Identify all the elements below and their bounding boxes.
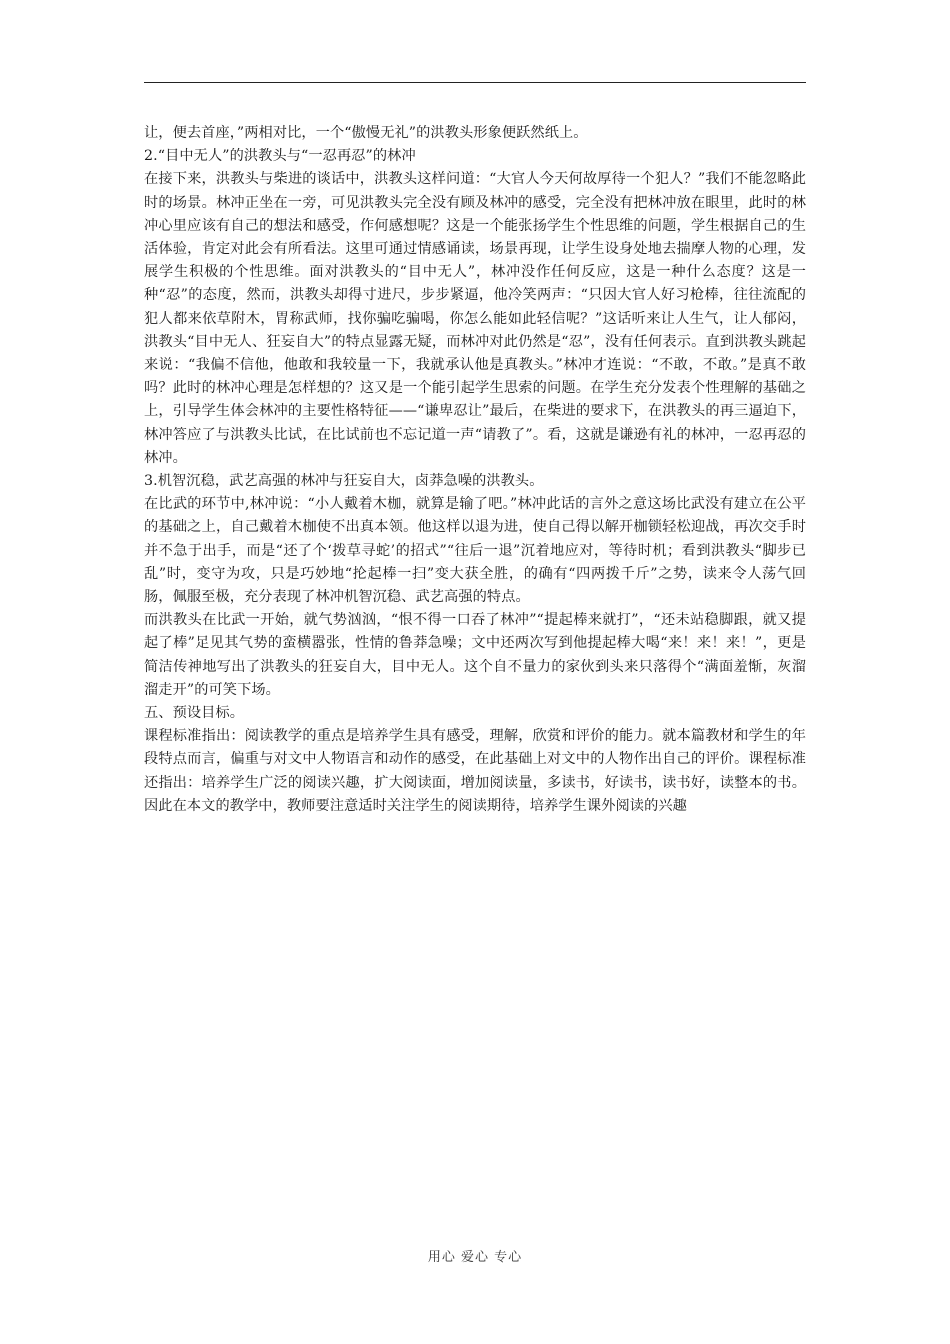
paragraph-curriculum-goals: 课程标准指出：阅读教学的重点是培养学生具有感受，理解，欣赏和评价的能力。就本篇教材和学生的年段特点而言，偏重与对文中人物语言和动作的感受，在此基础上对文中的人物作出自己的评价。课程标准还指出：培养学生广泛的阅读兴趣，扩大阅读面，增加阅读量，多读书，好读书，读书好，读整本的书。因此在本文的教学中，教师要注意适时关注学生的阅读期待，培养学生课外阅读的兴趣 [144,728,806,814]
body-text [144,122,806,818]
paragraph-hong-lin-dialogue: 在接下来，洪教头与柴进的谈话中，洪教头这样问道：“大官人今天何故厚待一个犯人？”我们不能忽略此时的场景。林冲正坐在一旁，可见洪教头完全没有顾及林冲的感受，完全没有把林冲放在眼里，此时的林冲心里应该有自己的想法和感受，作何感想呢？这是一个能张扬学生个性思维的问题，学生根据自己的生活体验，肯定对此会有所看法。这里可通过情感诵读，场景再现，让学生设身处地去揣摩人物的心理，发展学生积极的个性思维。面对洪教头的“目中无人”，林冲没作任何反应，这是一种什么态度？这是一种“忍”的态度，然而，洪教头却得寸进尺，步步紧逼，他冷笑两声：“只因大官人好习枪棒，往往流配的犯人都来依草附木，胃称武师，找你骗吃骗喝，你怎么能如此轻信呢？”这话听来让人生气，让人郁闷，洪教头“目中无人、狂妄自大”的特点显露无疑，而林冲对此仍然是“忍”，没有任何表示。直到洪教头跳起来说：“我偏不信他，他敢和我较量一下，我就承认他是真教头。”林冲才连说：“不敢，不敢。”是真不敢吗？此时的林冲心理是怎样想的？这又是一个能引起学生思索的问题。在学生充分发表个性理解的基础之上，引导学生体会林冲的主要性格特征——“谦卑忍让”最后，在柴进的要求下，在洪教头的再三逼迫下，林冲答应了与洪教头比试，在比试前也不忘记道一声“请教了”。看，这就是谦逊有礼的林冲，一忍再忍的林冲。 [144,171,806,466]
paragraph-continuation: 让，便去首座，”两相对比，一个“傲慢无礼”的洪教头形象便跃然纸上。 [144,125,588,141]
paragraph-lin-chong-contest: 在比武的环节中,林冲说：“小人戴着木枷，就算是输了吧。”林冲此话的言外之意这场比武没有建立在公平的基础之上，自己戴着木枷使不出真本领。他这样以退为进，使自己得以解开枷锁轻松迎战，再次交手时并不急于出手，而是“还了个‘拨草寻蛇’的招式”“往后一退”沉着地应对，等待时机；看到洪教头“脚步已乱”时，变守为攻，只是巧妙地“抡起棒一扫”变大获全胜，的确有“四两拨千斤”之势，读来令人荡气回肠，佩服至极，充分表现了林冲机智沉稳、武艺高强的特点。 [144,496,806,606]
page-footer: 用心 爱心 专心 [427,1250,523,1265]
section-heading-5: 五、预设目标。 [144,705,245,722]
header-rule [144,82,806,83]
paragraph-hong-arrogance: 而洪教头在比武一开始，就气势汹汹，“恨不得一口吞了林冲”“提起棒来就打”，“还未站稳脚跟，就又提起了棒”足见其气势的蛮横嚣张，性情的鲁莽急噪；文中还两次写到他提起棒大喝“来！来！来！”，更是简洁传神地写出了洪教头的狂妄自大，目中无人。这个自不量力的家伙到头来只落得个“满面羞惭，灰溜溜走开”的可笑下场。 [144,612,806,698]
section-heading-3: 3.机智沉稳，武艺高强的林冲与狂妄自大，卤莽急噪的洪教头。 [144,473,544,490]
section-heading-2: 2.“目中无人”的洪教头与“一忍再忍”的林冲 [144,148,416,165]
